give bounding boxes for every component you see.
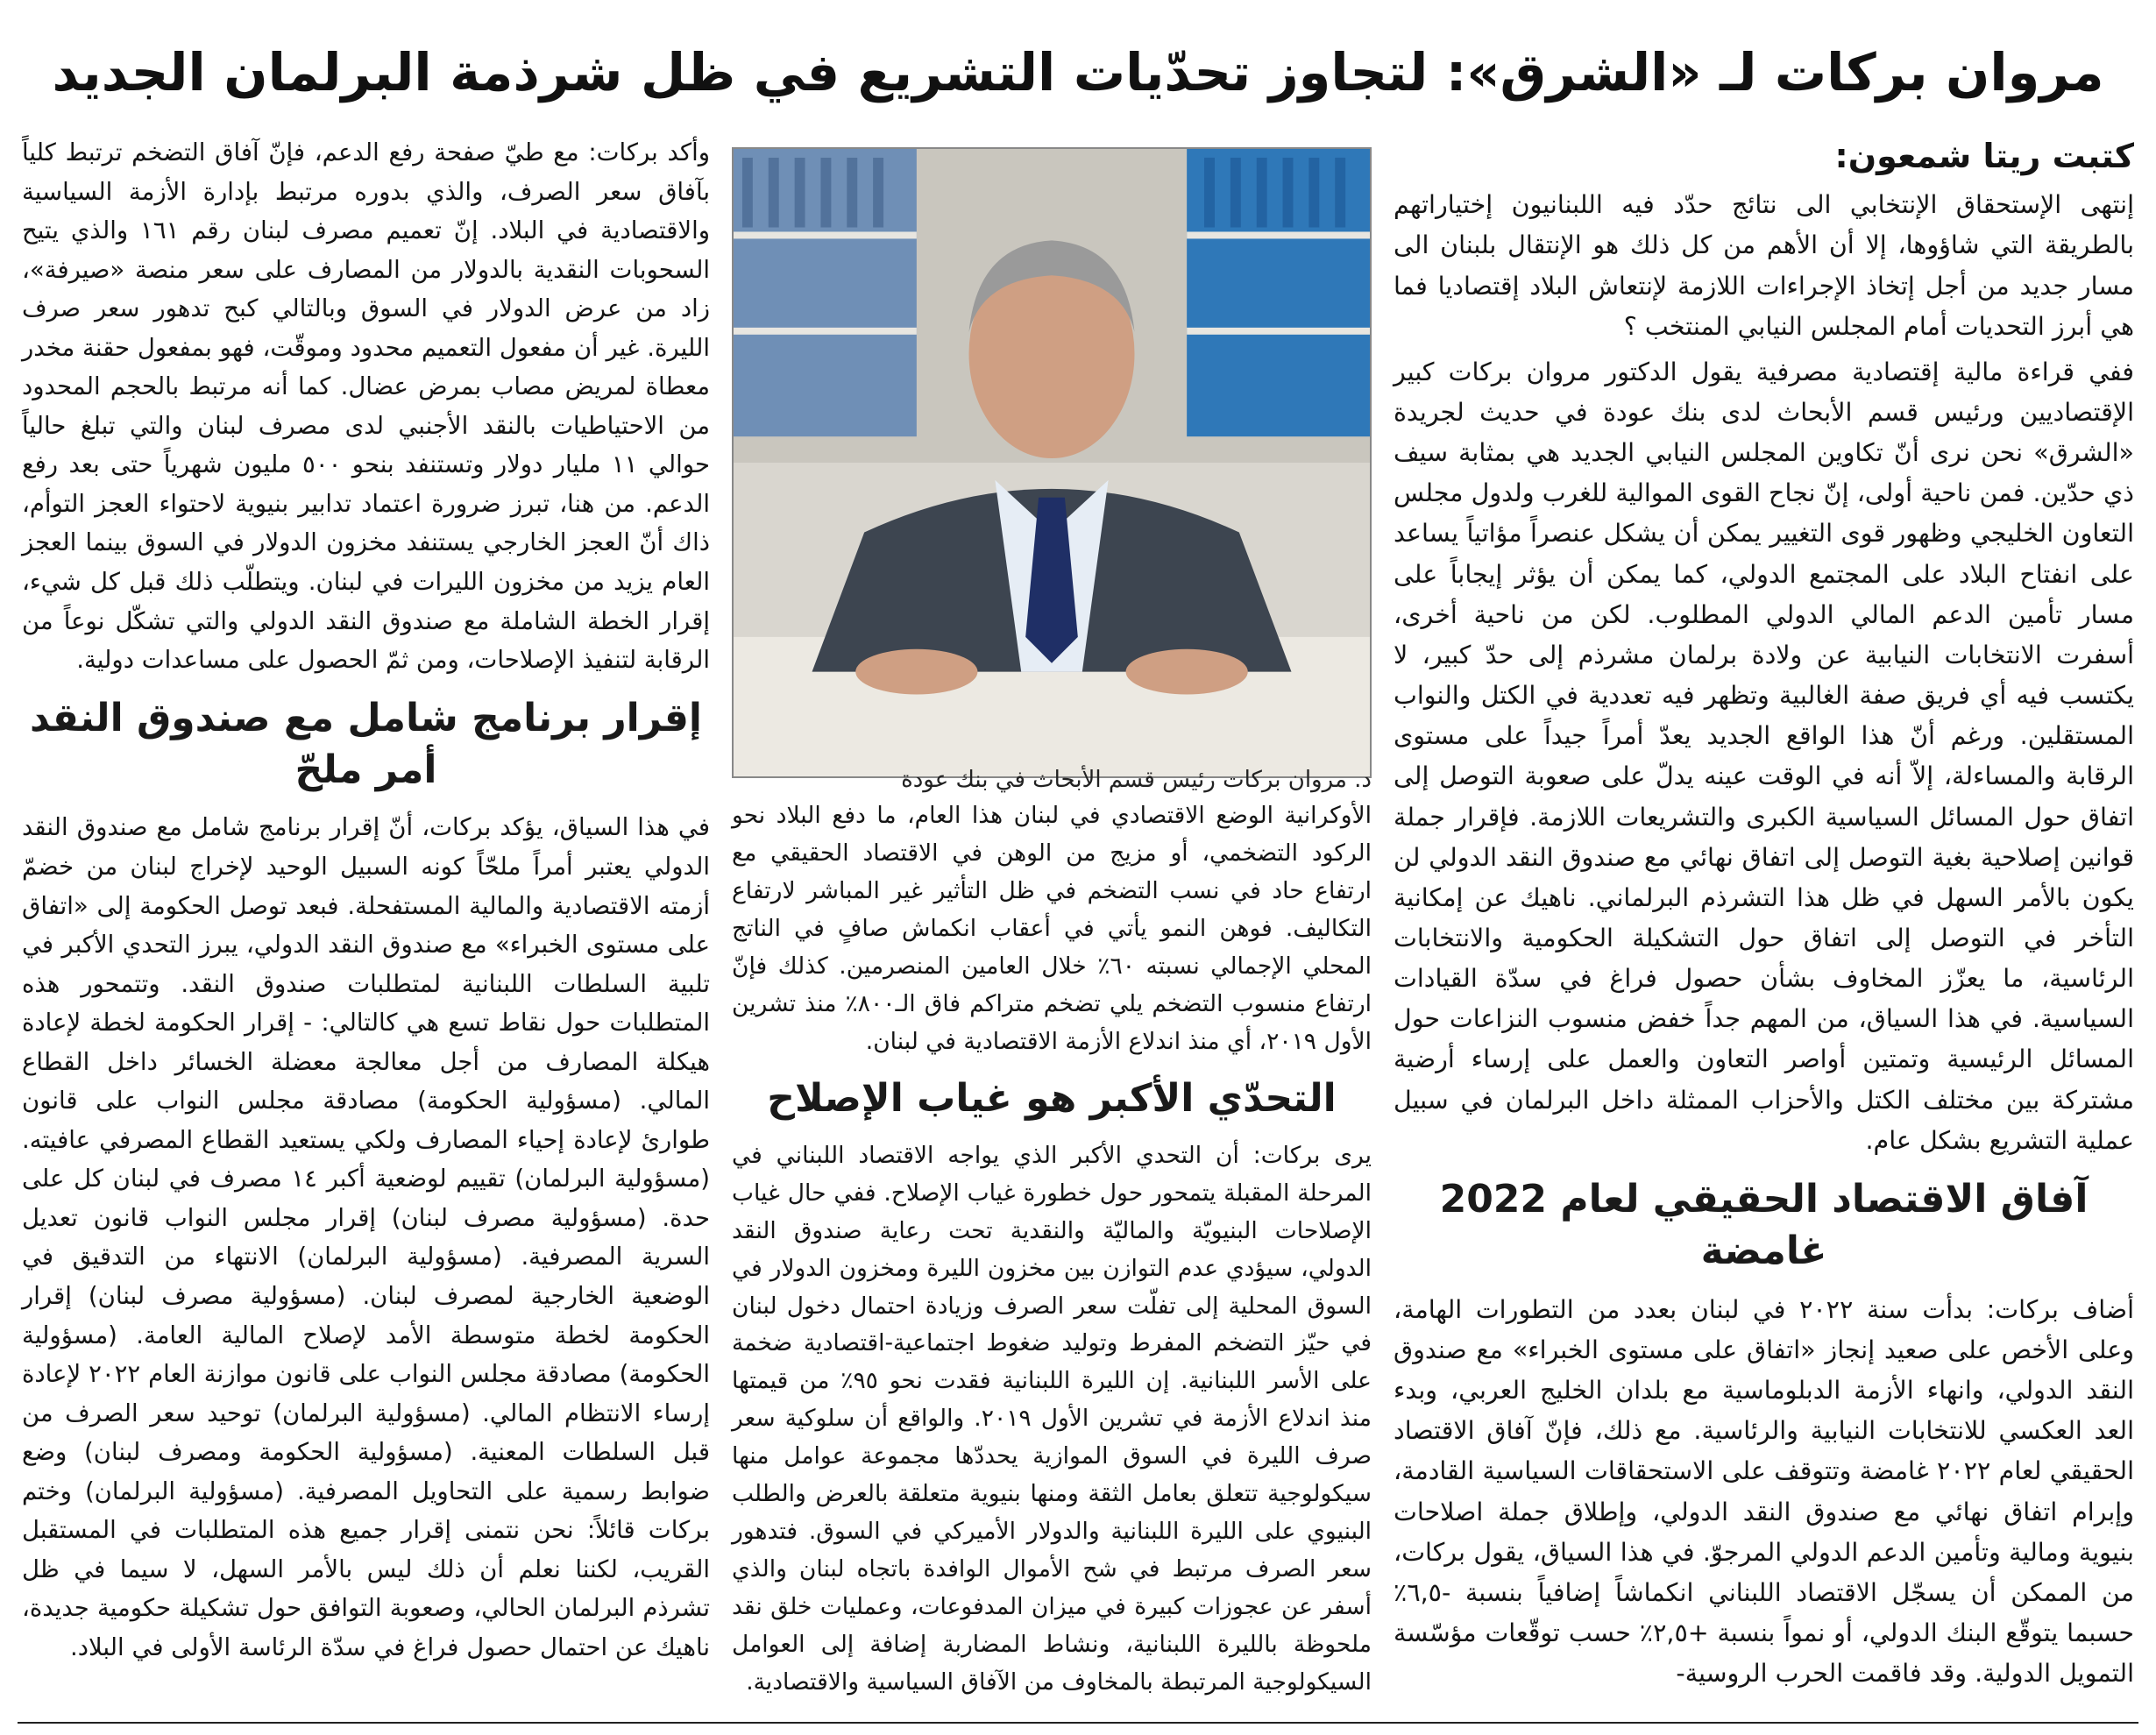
subheading: إقرار برنامج شامل مع صندوق النقد أمر ملحّ xyxy=(30,695,702,793)
column-middle xyxy=(732,797,1372,1707)
column-right xyxy=(1394,133,2134,1699)
subheading: التحدّي الأكبر هو غياب الإصلاح xyxy=(767,1076,1337,1122)
paragraph: في هذا السياق، يؤكد بركات، أنّ إقرار برنامج شامل مع صندوق النقد الدولي يعتبر أمراً ملحّاً كونه السبيل الوحيد لإخراج لبنان من خضمّ أزمته الاقتصادية والمالية المستفحلة. فبعد توصل الحكومة إلى «اتفاق على مستوى الخبراء» مع صندوق النقد الدولي، يبرز التحدي الأكبر في تلبية السلطات اللبنانية لمتطلبات صندوق النقد. وتتمحور هذه المتطلبات حول نقاط تسع هي كالتالي: - إقرار الحكومة لخطة لإعادة هيكلة المصارف من أجل معالجة معضلة الخسائر داخل القطاع المالي. (مسؤولية الحكومة) مصادقة مجلس النواب على قانون طوارئ لإعادة إحياء المصارف ولكي يستعيد القطاع المصرفي عافيته. (مسؤولية البرلمان) تقييم لوضعية أكبر ١٤ مصرف في لبنان كل على حدة. (مسؤولية مصرف لبنان) إقرار مجلس النواب قانون تعديل السرية المصرفية. (مسؤولية البرلمان) الانتهاء من التدقيق في الوضعية الخارجية لمصرف لبنان. (مسؤولية مصرف لبنان) إقرار الحكومة لخطة متوسطة الأمد لإصلاح المالية العامة. (مسؤولية الحكومة) مصادقة مجلس النواب على قانون موازنة العام ٢٠٢٢ لإعادة إرساء الانتظام المالي. (مسؤولية البرلمان) توحيد سعر الصرف من قبل السلطات المعنية. (مسؤولية الحكومة ومصرف لبنان) وضع ضوابط رسمية على التحاويل المصرفية. (مسؤولية البرلمان) وختم بركات قائلاً: نحن نتمنى إقرار جميع هذه المتطلبات في المستقبل القريب، لكننا نعلم أن ذلك ليس بالأمر السهل، لا سيما في ظل تشرذم البرلمان الحالي، وصعوبة التوافق حول تشكيلة حكومية جديدة، ناهيك عن احتمال حصول فراغ في سدّة الرئاسة الأولى في البلاد. xyxy=(22,813,711,1661)
byline: كتبت ريتا شمعون: xyxy=(1834,137,2134,175)
paragraph: إنتهى الإستحقاق الإنتخابي الى نتائج حدّد فيه اللبنانيون إختياراتهم بالطريقة التي شاؤوها، إلا أن الأهم من كل ذلك هو الإنتقال بلبنان الى مسار جديد من أجل إتخاذ الإجراءات اللازمة لإنتعاش البلاد إقتصاديا فما هي أبرز التحديات أمام المجلس النيابي المنتخب ؟ xyxy=(1394,190,2134,341)
column-left xyxy=(22,133,710,1672)
hand-right xyxy=(1126,649,1248,695)
portrait-illustration xyxy=(734,149,1370,776)
portrait-photo xyxy=(732,147,1372,778)
paragraph: وأكد بركات: مع طيّ صفحة رفع الدعم، فإنّ آفاق التضخم ترتبط كلياً بآفاق سعر الصرف، والذي بدوره مرتبط بإدارة الأزمة السياسية والاقتصادية في البلاد. إنّ تعميم مصرف لبنان رقم ١٦١ والذي يتيح السحوبات النقدية بالدولار من المصارف على سعر منصة «صيرفة»، زاد من عرض الدولار في السوق وبالتالي كبح تدهور سعر صرف الليرة. غير أن مفعول التعميم محدود وموقّت، فهو بمفعول حقنة مخدر معطاة لمريض مصاب بمرض عضال. كما أنه مرتبط بالحجم المحدود من الاحتياطيات بالنقد الأجنبي لدى مصرف لبنان والتي تبلغ حالياً حوالي ١١ مليار دولار وتستنفد بنحو ٥٠٠ مليون شهرياً حتى بعد رفع الدعم. من هنا، تبرز ضرورة اعتماد تدابير بنيوية لاحتواء العجز التوأم، ذاك أنّ العجز الخارجي يستنفد مخزون الدولار في السوق بينما العجز العام يزيد من مخزون الليرات في لبنان. ويتطلّب ذلك قبل كل شيء، إقرار الخطة الشاملة مع صندوق النقد الدولي والتي تشكّل نوعاً من الرقابة لتنفيذ الإصلاحات، ومن ثمّ الحصول على مساعدات دولية. xyxy=(22,138,710,675)
paragraph: ففي قراءة مالية إقتصادية مصرفية يقول الدكتور مروان بركات كبير الإقتصاديين ورئيس قسم الأبحاث لدى بنك عودة في حديث لجريدة «الشرق» نحن نرى أنّ تكاوين المجلس النيابي الجديد هي بمثابة سيف ذي حدّين. فمن ناحية أولى، إنّ نجاح القوى الموالية للغرب ولدول مجلس التعاون الخليجي وظهور قوى التغيير يمكن أن يشكل عنصراً مؤاتياً يساعد على انفتاح البلاد على المجتمع الدولي، كما يمكن أن يؤثر إيجاباً على مسار تأمين الدعم المالي الدولي المطلوب. لكن من ناحية أخرى، أسفرت الانتخابات النيابية عن ولادة برلمان مشرذم إلى حدّ كبير، لا يكتسب فيه أي فريق صفة الغالبية وتظهر فيه تعددية في الكتل والنواب المستقلين. ورغم أنّ هذا الواقع الجديد يعدّ أمراً جيداً على مستوى الرقابة والمساءلة، إلاّ أنه في الوقت عينه يدلّ على صعوبة التوصل إلى اتفاق حول المسائل السياسية الكبرى والتشريعات اللازمة. فإقرار جملة قوانين إصلاحية بغية التوصل إلى اتفاق نهائي مع صندوق النقد الدولي لن يكون بالأمر السهل في ظل هذا التشرذم البرلماني. ناهيك عن إمكانية التأخر في التوصل إلى اتفاق حول التشكيلة الحكومية والانتخابات الرئاسية، ما يعزّز المخاوف بشأن حصول فراغ في سدّة القيادات السياسية. في هذا السياق، من المهم جداً خفض منسوب النزاعات حول المسائل الرئيسية وتمتين أواصر التعاون والعمل على إرساء أرضية مشتركة بين مختلف الكتل والأحزاب الممثلة داخل البرلمان في سبيل عملية التشريع بشكل عام. xyxy=(1394,357,2134,1155)
hand-left xyxy=(855,649,977,695)
paragraph: أضاف بركات: بدأت سنة ٢٠٢٢ في لبنان بعدد من التطورات الهامة، وعلى الأخص على صعيد إنجاز «اتفاق على مستوى الخبراء» مع صندوق النقد الدولي، وانهاء الأزمة الدبلوماسية مع بلدان الخليج العربي، وبدء العد العكسي للانتخابات النيابية والرئاسية. مع ذلك، فإنّ آفاق الاقتصاد الحقيقي لعام ٢٠٢٢ غامضة وتتوقف على الاستحقاقات السياسية القادمة، وإبرام اتفاق نهائي مع صندوق النقد الدولي، وإطلاق جملة اصلاحات بنيوية ومالية وتأمين الدعم الدولي المرجوّ. في هذا السياق، يقول بركات، من الممكن أن يسجّل الاقتصاد اللبناني انكماشاً إضافياً بنسبة ‎-٦,٥٪ حسبما يتوقّع البنك الدولي، أو نمواً بنسبة ‎+٢,٥٪ حسب توقّعات مؤسّسة التمويل الدولية. وقد فاقمت الحرب الروسية- xyxy=(1394,1294,2134,1689)
article-headline: مروان بركات لـ «الشرق»: لتجاوز تحدّيات التشريع في ظل شرذمة البرلمان الجديد xyxy=(52,42,2104,103)
subheading: آفاق الاقتصاد الحقيقي لعام 2022 غامضة xyxy=(1439,1176,2089,1274)
bottom-rule xyxy=(18,1722,2138,1724)
paragraph: يرى بركات: أن التحدي الأكبر الذي يواجه الاقتصاد اللبناني في المرحلة المقبلة يتمحور حول خطورة غياب الإصلاح. ففي حال غياب الإصلاحات البنيويّة والماليّة والنقدية تحت رعاية صندوق النقد الدولي، سيؤدي عدم التوازن بين مخزون الليرة ومخزون الدولار في السوق المحلية إلى تفلّت سعر الصرف وزيادة احتمال دخول لبنان في حيّز التضخم المفرط وتوليد ضغوط اجتماعية-اقتصادية ضخمة على الأسر اللبنانية. إن الليرة اللبنانية فقدت نحو ٩٥٪ من قيمتها منذ اندلاع الأزمة في تشرين الأول ٢٠١٩. والواقع أن سلوكية سعر صرف الليرة في السوق الموازية يحددّها مجموعة عوامل منها سيكولوجية تتعلق بعامل الثقة ومنها بنيوية متعلقة بالعرض والطلب البنيوي على الليرة اللبنانية والدولار الأميركي في السوق. فتدهور سعر الصرف مرتبط في شح الأموال الوافدة باتجاه لبنان والذي أسفر عن عجوزات كبيرة في ميزان المدفوعات، وعمليات خلق نقد ملحوظة بالليرة اللبنانية، ونشاط المضاربة إضافة إلى العوامل السيكولوجية المرتبطة بالمخاوف من الآفاق السياسية والاقتصادية. xyxy=(732,1141,1372,1696)
paragraph: الأوكرانية الوضع الاقتصادي في لبنان هذا العام، ما دفع البلاد نحو الركود التضخمي، أو مزيج من الوهن في الاقتصاد الحقيقي مع ارتفاع حاد في نسب التضخم في ظل التأثير غير المباشر لارتفاع التكاليف. فوهن النمو يأتي في أعقاب انكماش صافٍ في الناتج المحلي الإجمالي نسبته ٦٠٪ خلال العامين المنصرمين. كذلك فإنّ ارتفاع منسوب التضخم يلي تضخم متراكم فاق الـ٨٠٠٪ منذ تشرين الأول ٢٠١٩، أي منذ اندلاع الأزمة الاقتصادية في لبنان. xyxy=(732,802,1372,1055)
photo-caption: د. مروان بركات رئيس قسم الأبحاث في بنك عودة xyxy=(901,767,1372,793)
